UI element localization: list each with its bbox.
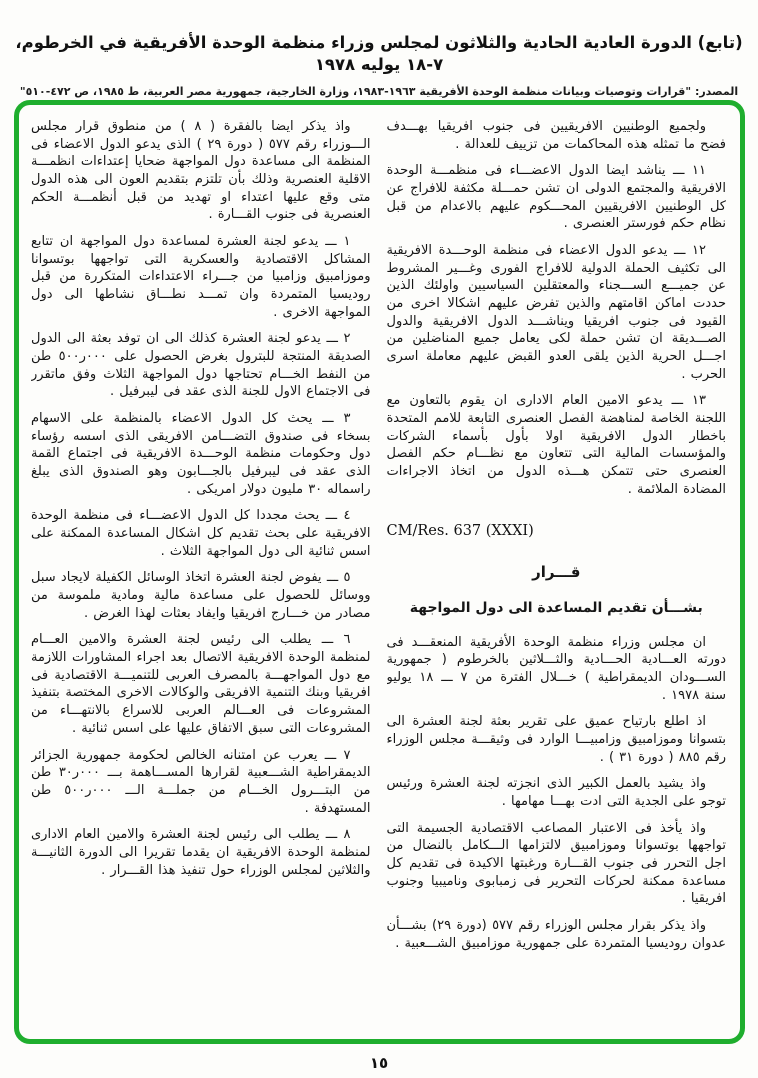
continuation-paragraph: ولجميع الوطنيين الافريقيين فى جنوب افريقيا بهـــدف فضح ما تمثله هذه المحاكمات من تزييف للعدالة . [386, 119, 726, 152]
green-border-frame [14, 100, 745, 1044]
preamble-report: اذ اطلع بارتياح عميق على تقرير بعثة لجنة العشرة الى بتسوانا وموزامبيق وزامبيـــا الوارد فى وثيقـــة مجلس الوزراء رقم ٨٨٥ ( دورة ٣١ ) . [386, 714, 726, 765]
resolution-heading: قـــرار [532, 563, 581, 582]
preamble-recall: واذ يذكر بقرار مجلس الوزراء رقم ٥٧٧ (دورة ٢٩) بشـــأن عدوان روديسيا المتمردة على جمهورية موزامبيق الشـــعبية . [386, 917, 726, 951]
two-column-layout [31, 118, 726, 1029]
operative-clause-4: ٤ ـــ يحث مجددا كل الدول الاعضـــاء فى منظمة الوحدة الافريقية على بحث تقديم كل اشكال المساعدة الممكنة على اسس ثنائية الى دول المواجهة الثلاث . [31, 508, 371, 559]
clause-12: ١٢ ـــ يدعو الدول الاعضاء فى منظمة الوحـــدة الافريقية الى تكثيف الحملة الدولية للافراج الفورى وغـــير المشروط عن جميـــع الســـجناء والمعتقلين السياسيين واولئك الذين حددت اماكن اقامتهم والذين تفرض عليهم اشكالا اخرى من القيود فى جنوب افريقيا ويناشـــد الدول الافريقية والدول الصـــديقة ان تشن حملة لكى يعامل جميع المناضلين من اجـــل الحرية الذين يلقى العدو القبض عليهم معاملة اسرى الحرب . [386, 243, 726, 382]
clause-13: ١٣ ـــ يدعو الامين العام الادارى ان يقوم بالتعاون مع اللجنة الخاصة لمناهضة الفصل العنصرى التابعة للامم المتحدة باخطار الدول الافريقية اولا بأول بأسماء الشركات والمؤسسات المالية التى تتعاون مع نظـــام حكم الفصل العنصرى حتى تتمكن هـــذه الدول من اتخاذ الاجراءات المضادة الملائمة . [386, 393, 726, 497]
document-source-citation: المصدر: "قرارات وتوصيات وبيانات منظمة الوحدة الأفريقية ١٩٦٣-١٩٨٣، وزارة الخارجية، جمهورية مصر العربية، ط ١٩٨٥، ص ٤٧٢-٥١٠" [19, 84, 739, 98]
operative-clause-6: ٦ ـــ يطلب الى رئيس لجنة العشرة والامين العـــام لمنظمة الوحدة الافريقية الاتصال بعد اجراء المشاورات اللازمة مع دول المواجهـــة بالمصرف العربى للتنميـــة الاقتصادية فى افريقيا وبنك التنمية الافريقى والوكالات الاخرى المختصة بتنفيذ المشروعات فى العـــالم العربى للاسراع بالانتهـــاء من المشروعات التى سبق الاتفاق عليها على اسس ثنائية . [31, 632, 371, 736]
preamble-commendation: واذ يشيد بالعمل الكبير الذى انجزته لجنة العشرة ورئيس توجو على الجدية التى ادت بهـــا مهامها . [386, 776, 726, 809]
page-number: ١٥ [369, 1054, 389, 1072]
operative-clause-7: ٧ ـــ يعرب عن امتنانه الخالص لحكومة جمهورية الجزائر الديمقراطية الشـــعبية لقرارها المســـاهمة بـــ ٠٠٠ر٣٠ طن من البتـــرول الخـــام من جملـــة الـــ ٠٠٠ر٥٠٠ طن المستهدفة . [31, 747, 371, 816]
right-column [387, 118, 727, 1029]
document-title: (تابع) الدورة العادية الحادية والثلاثون لمجلس وزراء منظمة الوحدة الأفريقية في الخرطوم، ٧-١٨ يوليه ١٩٧٨ [15, 33, 743, 75]
left-column [31, 118, 371, 1029]
operative-clause-1: ١ ـــ يدعو لجنة العشرة لمساعدة دول المواجهة ان تتابع المشاكل الاقتصادية والعسكرية التى تواجهها بوتسوانا وموزامبيق وزامبيا من جـــراء الاعتداءات المتكررة من قبل روديسيا المتمردة وان تمـــد نطـــاق نشاطها الى دول المواجهة الاخرى . [31, 234, 371, 320]
operative-clause-2: ٢ ـــ يدعو لجنة العشرة كذلك الى ان توفد بعثة الى الدول الصديقة المنتجة للبترول بغرض الحصول على ٠٠٠ر٥٠٠ طن من النفط الخـــام تحتاجها دول المواجهة الثلاث وفق ماتقرر فى الاجتماع الاول للجنة الذى عقد فى ليبرفيل . [31, 331, 371, 400]
preamble-consideration: واذ يأخذ فى الاعتبار المصاعب الاقتصادية الجسيمة التى تواجهها بوتسوانا وموزامبيق لالتزامها الـــكامل بالنضال من اجل التحرر فى جنوب القـــارة ورغبتها الاكيدة فى تقديم كل مساعدة ممكنة لحركات التحرير فى زمبابوى وناميبيا وجنوب افريقيا . [386, 820, 726, 907]
operative-clause-3: ٣ ـــ يحث كل الدول الاعضاء بالمنظمة على الاسهام بسخاء فى صندوق التضـــامن الافريقى الذى اسسه رؤساء دول وحكومات منظمة الوحـــدة الافريقية فى اجتماع القمة الذى عقد فى ليبرفيل بالجـــابون وهو الصندوق الذى يبلغ راسماله ٣٠ مليون دولار امريكى . [31, 411, 371, 497]
preamble-opening: ان مجلس وزراء منظمة الوحدة الأفريقية المنعقـــد فى دورته العـــادية الحـــادية والثـــلاثين بالخرطوم ( جمهورية الســـودان الديمقراطية ) خـــلال الفترة من ٧ ـــ ١٨ يوليو سنة ١٩٧٨ . [386, 634, 726, 703]
clause-11: ١١ ـــ يناشد ايضا الدول الاعضـــاء فى منظمـــة الوحدة الافريقية والمجتمع الدولى ان تشن حمـــلة مكثفة للافراج عن كل الوطنيين الافريقيين المحـــكوم عليهم بالاعدام من قبل نظام حكم فورستر العنصرى . [386, 163, 726, 232]
page-header [0, 0, 758, 98]
page-footer [0, 1054, 758, 1072]
resolution-number: CM/Res. 637 (XXXI) [386, 523, 534, 540]
operative-clause-8: ٨ ـــ يطلب الى رئيس لجنة العشرة والامين العام الادارى لمنظمة الوحدة الافريقية ان يقدما تقريرا الى الدورة الثانيـــة والثلاثين لمجلس الوزراء حول تنفيذ هذا القـــرار . [31, 827, 371, 878]
operative-clause-5: ٥ ـــ يفوض لجنة العشرة اتخاذ الوسائل الكفيلة لايجاد سبل ووسائل للحصول على مساعدة مالية ومادية ملموسة من مصادر من خـــارج افريقيا وايفاد بعثات لهذا الغرض . [31, 570, 371, 621]
resolution-subject: بشـــأن تقديم المساعدة الى دول المواجهة [409, 599, 703, 616]
preamble-recall-paragraph-8: واذ يذكر ايضا بالفقرة ( ٨ ) من منطوق قرار مجلس الـــوزراء رقم ٥٧٧ ( دورة ٢٩ ) الذى يدعو الدول الاعضاء فى المنظمة الى مساعدة دول المواجهة ضحايا إعتداءات انظمـــة الاقلية العنصرية وذلك بأن تلتزم بتقديم العون الى هذه الدول متى وقع عليها اعتداء او تهديد من قبل أنظمـــة الحكم العنصرية فى جنوب القـــارة . [31, 119, 371, 223]
